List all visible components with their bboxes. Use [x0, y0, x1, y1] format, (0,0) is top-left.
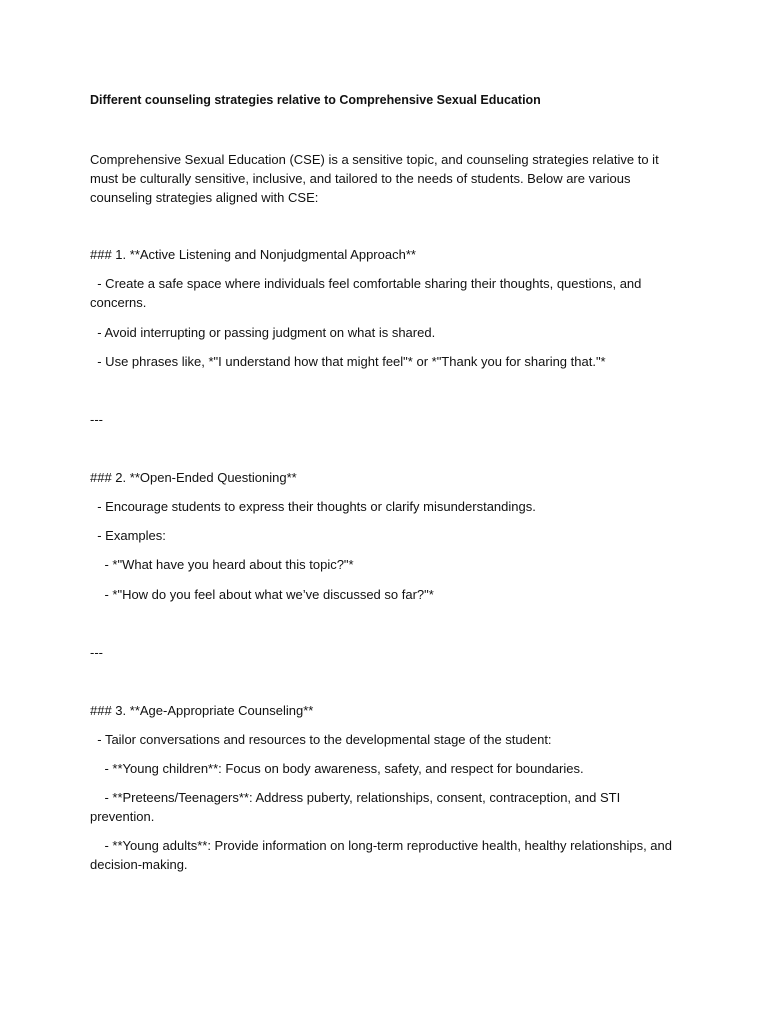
- section-3-heading: ### 3. **Age-Appropriate Counseling**: [90, 703, 314, 718]
- section-2-item-4: - *"How do you feel about what we’ve discussed so far?"*: [90, 587, 434, 602]
- section-3-item-1: - Tailor conversations and resources to the developmental stage of the student:: [90, 732, 552, 747]
- section-2-item-3: - *"What have you heard about this topic?"*: [90, 557, 354, 572]
- section-2-item-2: - Examples:: [90, 528, 166, 543]
- section-3-item-3: - **Preteens/Teenagers**: Address puberty, relationships, consent, contraception, and STI prevention.: [90, 790, 624, 824]
- section-1-item-3: - Use phrases like, *"I understand how that might feel"* or *"Thank you for sharing that."*: [90, 354, 606, 369]
- section-1-heading: ### 1. **Active Listening and Nonjudgmental Approach**: [90, 247, 416, 262]
- section-1-item-2: - Avoid interrupting or passing judgment on what is shared.: [90, 325, 436, 340]
- intro-paragraph: Comprehensive Sexual Education (CSE) is a sensitive topic, and counseling strategies relative to it must be culturally sensitive, inclusive, and tailored to the needs of students. Below are various counseling strategies aligned with CSE:: [90, 152, 663, 205]
- separator-2: ---: [90, 645, 103, 660]
- section-2-heading: ### 2. **Open-Ended Questioning**: [90, 470, 297, 485]
- document-title: Different counseling strategies relative to Comprehensive Sexual Education: [90, 93, 541, 107]
- separator-1: ---: [90, 412, 103, 427]
- section-3-item-2: - **Young children**: Focus on body awareness, safety, and respect for boundaries.: [90, 761, 584, 776]
- section-2-item-1: - Encourage students to express their thoughts or clarify misunderstandings.: [90, 499, 536, 514]
- section-3-item-4: - **Young adults**: Provide information on long-term reproductive health, healthy relationships, and decision-making.: [90, 838, 676, 872]
- section-1-item-1: - Create a safe space where individuals feel comfortable sharing their thoughts, questions, and concerns.: [90, 276, 646, 310]
